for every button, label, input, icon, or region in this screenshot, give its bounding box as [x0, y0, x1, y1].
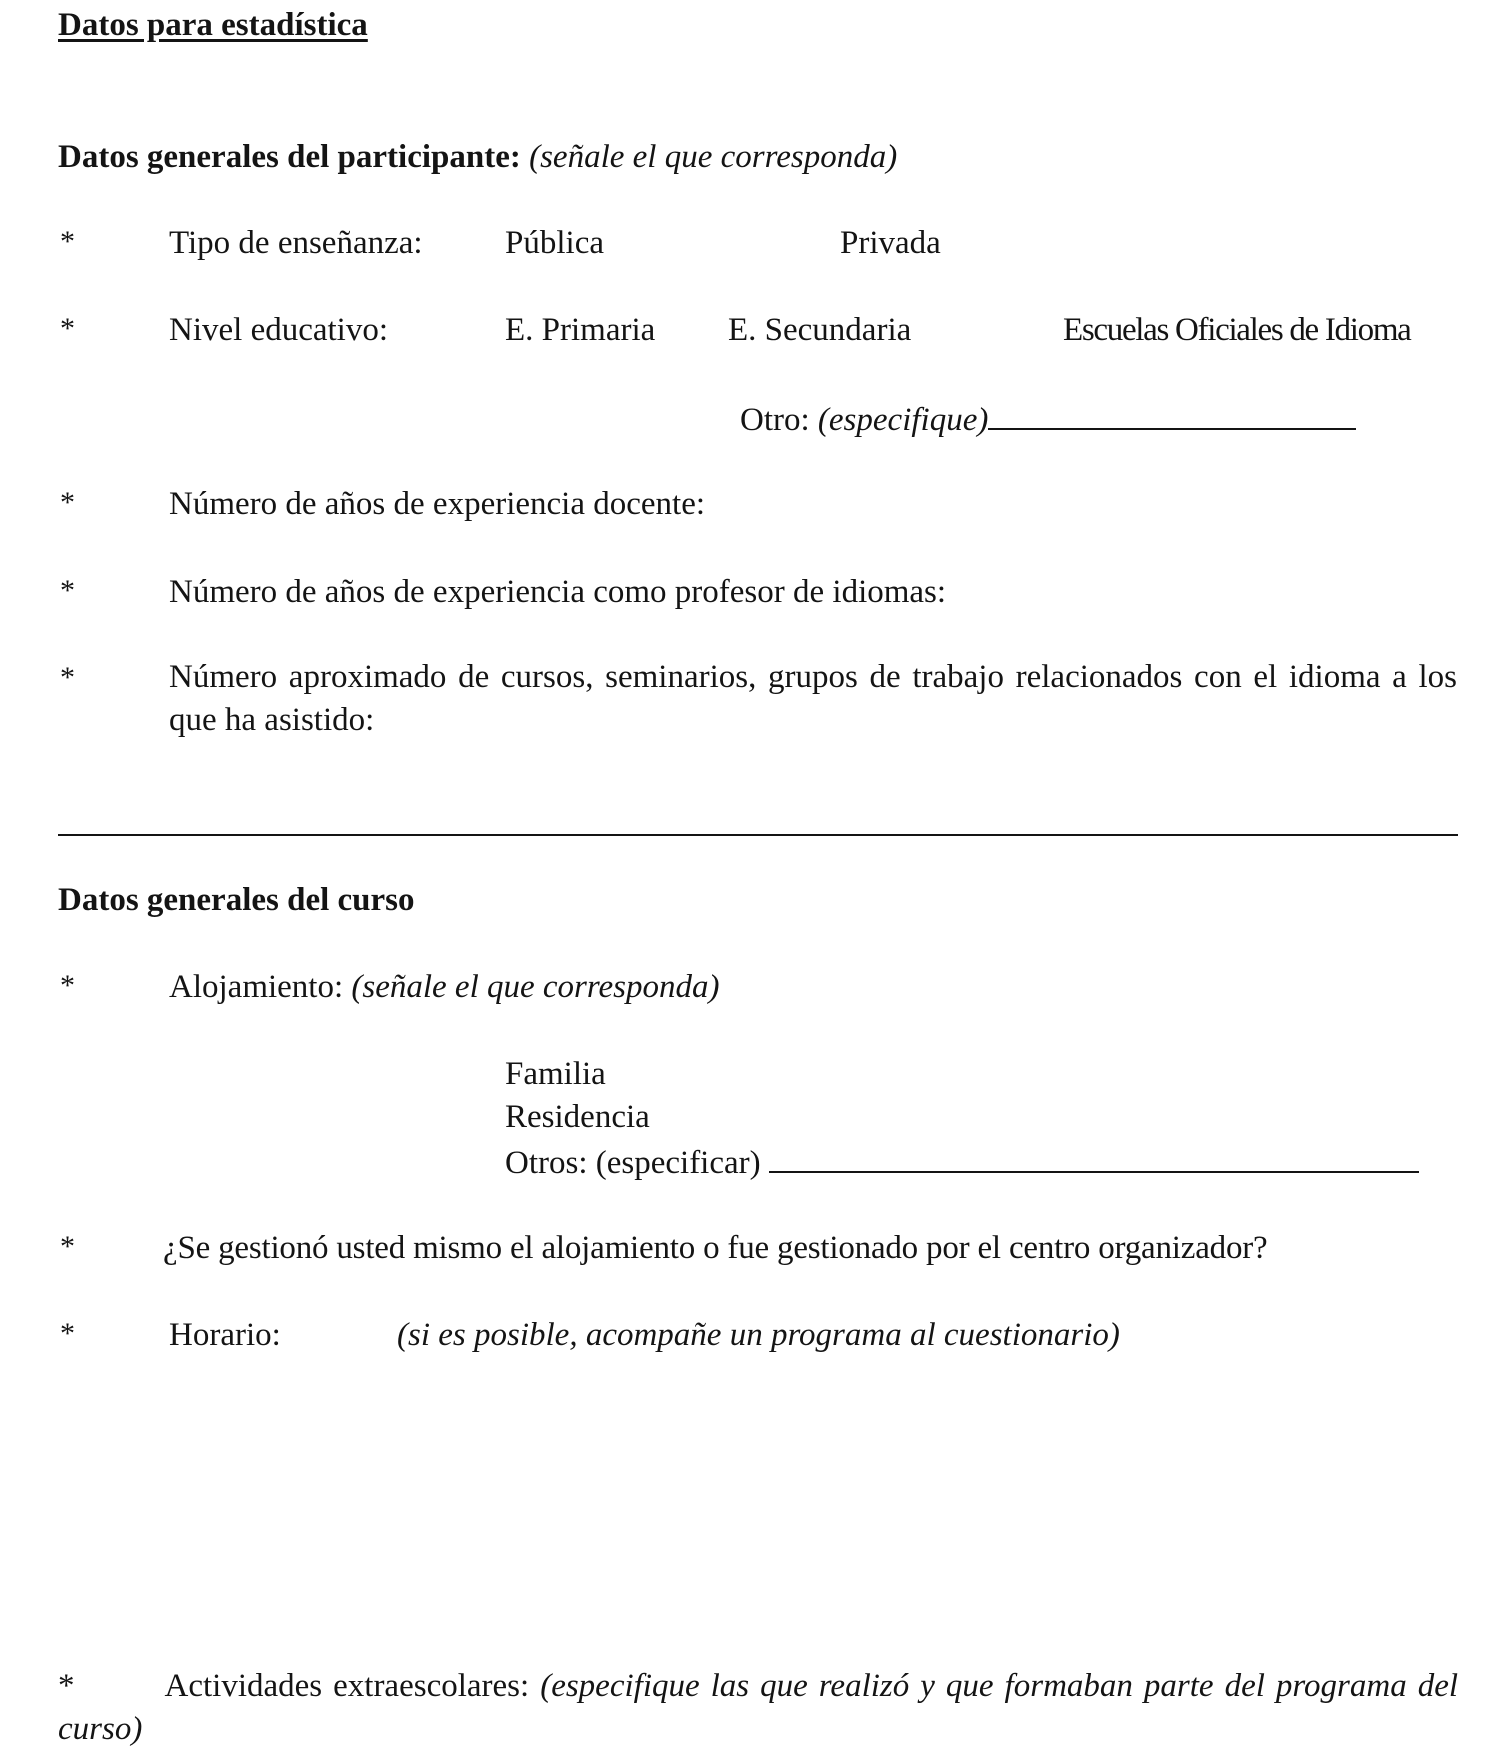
option-primaria[interactable]: E. Primaria: [505, 312, 656, 348]
tipo-ensenanza-label: Tipo de enseñanza:: [169, 225, 423, 261]
page-title: Datos para estadística: [58, 7, 368, 43]
horario-note: (si es posible, acompañe un programa al cuestionario): [397, 1317, 1120, 1353]
otro-note: (especifique): [817, 402, 989, 438]
alojamiento-note: (señale el que corresponda): [351, 969, 720, 1005]
bullet-star: *: [60, 1317, 75, 1350]
bullet-star: *: [60, 486, 75, 519]
question-experiencia-docente: Número de años de experiencia docente:: [169, 486, 706, 522]
alojamiento-field: [169, 968, 719, 1008]
alojamiento-label: Alojamiento:: [169, 969, 344, 1005]
otros-field: [505, 1141, 1419, 1184]
section-divider: [58, 834, 1458, 836]
otro-blank-line[interactable]: [988, 398, 1356, 430]
otros-label: Otros: (especificar): [505, 1145, 761, 1181]
option-residencia[interactable]: Residencia: [505, 1099, 650, 1135]
bullet-star: *: [58, 1668, 75, 1704]
course-section-heading: Datos generales del curso: [58, 882, 415, 918]
question-cursos-asistidos: Número aproximado de cursos, seminarios, grupos de trabajo relacionados con el idioma a los que ha asistido:: [169, 659, 1457, 738]
actividades-extraescolares: [58, 1665, 1458, 1751]
participant-heading-note: (señale el que corresponda): [529, 139, 898, 175]
actividades-note: (especifique las que realizó y que formaban parte del programa del curso): [58, 1668, 1459, 1747]
option-publica[interactable]: Pública: [505, 225, 604, 261]
otro-label: Otro:: [740, 402, 810, 438]
option-escuelas-oficiales[interactable]: Escuelas Oficiales de Idioma: [1063, 312, 1411, 348]
horario-label: Horario:: [169, 1317, 281, 1353]
actividades-label: Actividades extraescolares:: [164, 1668, 530, 1704]
question-gestion-alojamiento: ¿Se gestionó usted mismo el alojamiento o fue gestionado por el centro organizador?: [163, 1230, 1268, 1266]
bullet-star: *: [60, 969, 75, 1002]
bullet-star: *: [60, 312, 75, 345]
bullet-star: *: [60, 1230, 75, 1263]
otro-field: [740, 398, 1356, 441]
participant-section-heading: [58, 138, 897, 178]
bullet-star: *: [60, 225, 75, 258]
option-secundaria[interactable]: E. Secundaria: [728, 312, 912, 348]
question-experiencia-idiomas: Número de años de experiencia como profesor de idiomas:: [169, 574, 947, 610]
option-familia[interactable]: Familia: [505, 1056, 606, 1092]
bullet-star: *: [60, 661, 75, 694]
option-privada[interactable]: Privada: [840, 225, 941, 261]
otros-blank-line[interactable]: [769, 1141, 1419, 1173]
nivel-educativo-label: Nivel educativo:: [169, 312, 389, 348]
bullet-star: *: [60, 574, 75, 607]
participant-heading-text: Datos generales del participante:: [58, 139, 521, 175]
